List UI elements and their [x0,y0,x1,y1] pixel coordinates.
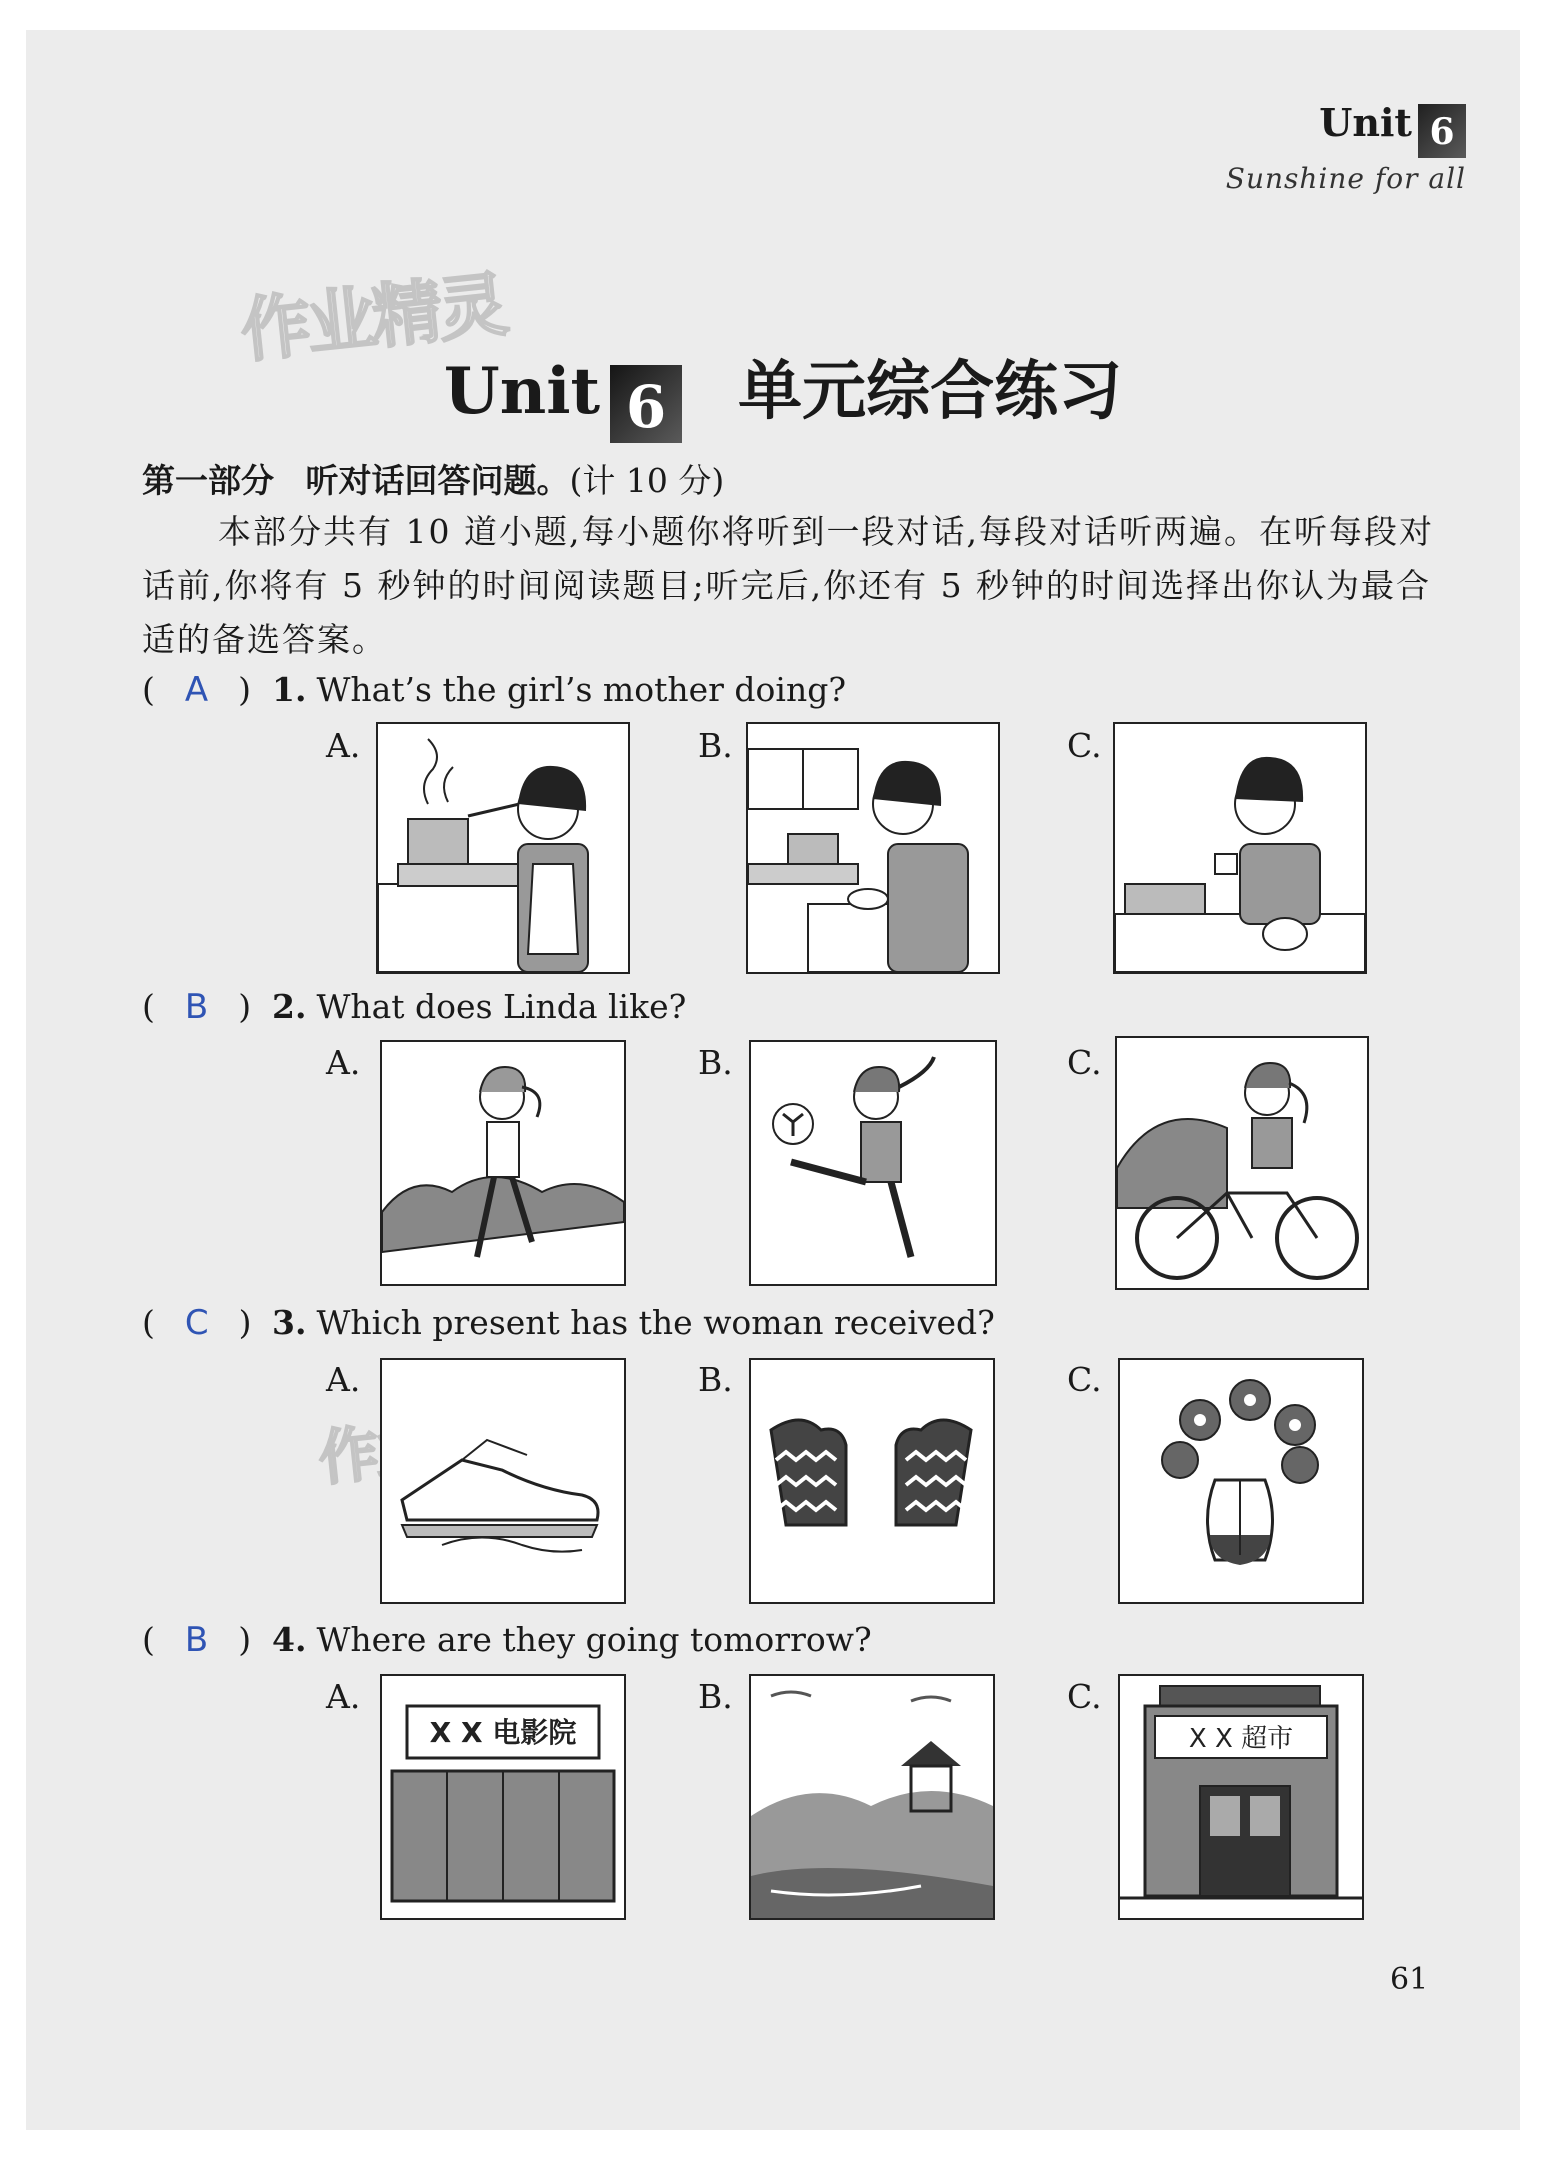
section-score: (计 10 分) [569,461,725,500]
answer-1: A [184,670,209,710]
option-label: B. [698,1677,733,1716]
option-image-flowers [1118,1358,1364,1604]
question-text: What’s the girl’s mother doing? [316,670,847,709]
question-number: 2. [272,987,307,1026]
option-image-walking [380,1040,626,1286]
option-image-cinema [380,1674,626,1920]
option-image-washing [746,722,1000,974]
option-label: C. [1067,1677,1102,1716]
cinema-sign: X X 电影院 [429,1716,577,1749]
option-image-cycling [1115,1036,1369,1290]
title-chinese: 单元综合练习 [738,355,1123,429]
title-unit-number: 6 [610,365,682,443]
question-number: 1. [272,670,307,709]
question-number: 4. [272,1620,307,1659]
section-task: 听对话回答问题。 [305,461,570,500]
option-image-football [749,1040,997,1286]
answer-4: B [184,1620,209,1660]
question-3: ( C ) 3. Which present has the woman received? [142,1303,995,1343]
option-image-supermarket [1118,1674,1364,1920]
answer-2: B [184,987,209,1027]
supermarket-sign: X X 超市 [1188,1724,1294,1754]
answer-3: C [184,1303,209,1343]
option-label: B. [698,1360,733,1399]
page-number: 61 [1390,1962,1429,1997]
question-text: What does Linda like? [316,987,687,1026]
question-1: ( A ) 1. What’s the girl’s mother doing? [142,670,847,710]
section-heading [142,455,724,502]
section-instructions: 本部分共有 10 道小题,每小题你将听到一段对话,每段对话听两遍。在听每段对话前,你将有 5 秒钟的时间阅读题目;听完后,你还有 5 秒钟的时间选择出你认为最合适的备选答案。 [142,512,1434,659]
option-label: A. [326,1360,361,1399]
option-image-gloves [749,1358,995,1604]
option-label: C. [1067,1043,1102,1082]
option-label: A. [326,1677,361,1716]
running-head [1226,100,1466,195]
running-head-unit-number: 6 [1418,104,1466,158]
option-image-shoe [380,1358,626,1604]
option-label: B. [698,726,733,765]
option-image-cooking [376,722,630,974]
watermark: 作业精灵 [237,263,509,373]
page-title [0,340,1566,443]
question-text: Where are they going tomorrow? [316,1620,872,1659]
option-image-drinking [1113,722,1367,974]
option-label: A. [326,1043,361,1082]
question-4: ( B ) 4. Where are they going tomorrow? [142,1620,872,1660]
option-label: C. [1067,1360,1102,1399]
running-head-subtitle: Sunshine for all [1225,162,1466,195]
option-image-park [749,1674,995,1920]
question-text: Which present has the woman received? [316,1303,995,1342]
question-2: ( B ) 2. What does Linda like? [142,987,687,1027]
section-label: 第一部分 [142,461,274,500]
option-label: B. [698,1043,733,1082]
title-unit-word: Unit [443,354,601,429]
running-head-unit: Unit [1319,100,1412,145]
option-label: A. [326,726,361,765]
option-label: C. [1067,726,1102,765]
question-number: 3. [272,1303,307,1342]
